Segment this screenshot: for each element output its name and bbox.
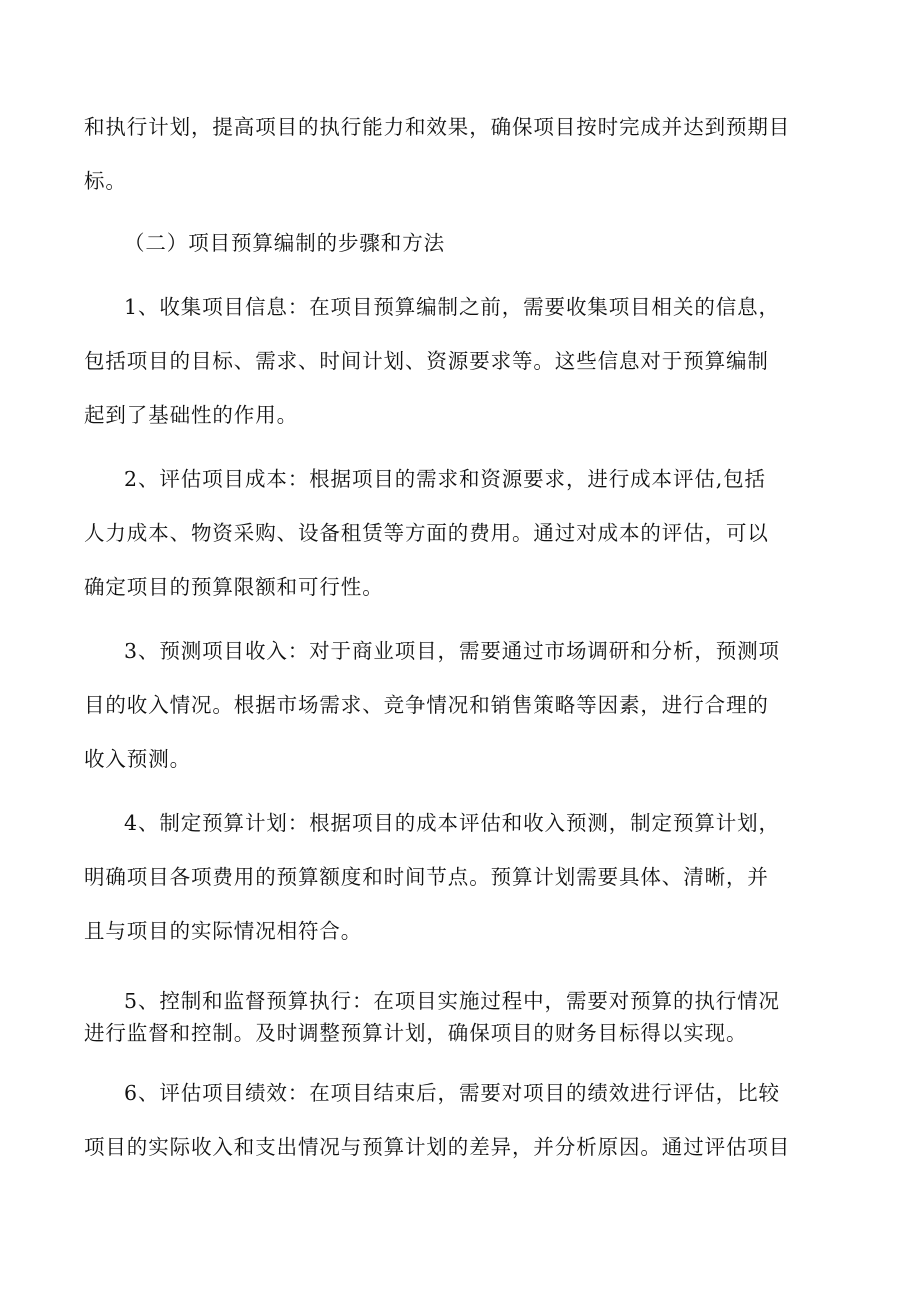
step-6-line: 项目的实际收入和支出情况与预算计划的差异，并分析原因。通过评估项目 xyxy=(84,1135,791,1159)
step-1-line: 1、收集项目信息：在项目预算编制之前，需要收集项目相关的信息， xyxy=(124,295,780,319)
step-2-line: 2、评估项目成本：根据项目的需求和资源要求，进行成本评估,包括 xyxy=(124,467,766,491)
step-1-line: 起到了基础性的作用。 xyxy=(84,403,298,427)
step-4-line: 且与项目的实际情况相符合。 xyxy=(84,919,363,943)
step-4-line: 明确项目各项费用的预算额度和时间节点。预算计划需要具体、清晰，并 xyxy=(84,865,769,889)
step-4-line: 4、制定预算计划：根据项目的成本评估和收入预测，制定预算计划， xyxy=(124,811,780,835)
step-2-line: 人力成本、物资采购、设备租赁等方面的费用。通过对成本的评估，可以 xyxy=(84,521,769,545)
step-2-line: 确定项目的预算限额和可行性。 xyxy=(84,575,384,599)
step-5-line: 进行监督和控制。及时调整预算计划，确保项目的财务目标得以实现。 xyxy=(84,1021,748,1045)
step-3-line: 3、预测项目收入：对于商业项目，需要通过市场调研和分析，预测项 xyxy=(124,639,780,663)
paragraph-continuation-line: 标。 xyxy=(84,169,127,193)
step-5-line: 5、控制和监督预算执行：在项目实施过程中，需要对预算的执行情况 xyxy=(124,989,780,1013)
step-6-line: 6、评估项目绩效：在项目结束后，需要对项目的绩效进行评估，比较 xyxy=(124,1081,780,1105)
section-heading: （二）项目预算编制的步骤和方法 xyxy=(124,231,445,255)
step-1-line: 包括项目的目标、需求、时间计划、资源要求等。这些信息对于预算编制 xyxy=(84,349,769,373)
step-3-line: 目的收入情况。根据市场需求、竞争情况和销售策略等因素，进行合理的 xyxy=(84,693,769,717)
step-3-line: 收入预测。 xyxy=(84,747,191,771)
paragraph-continuation-line: 和执行计划，提高项目的执行能力和效果，确保项目按时完成并达到预期目 xyxy=(84,115,791,139)
